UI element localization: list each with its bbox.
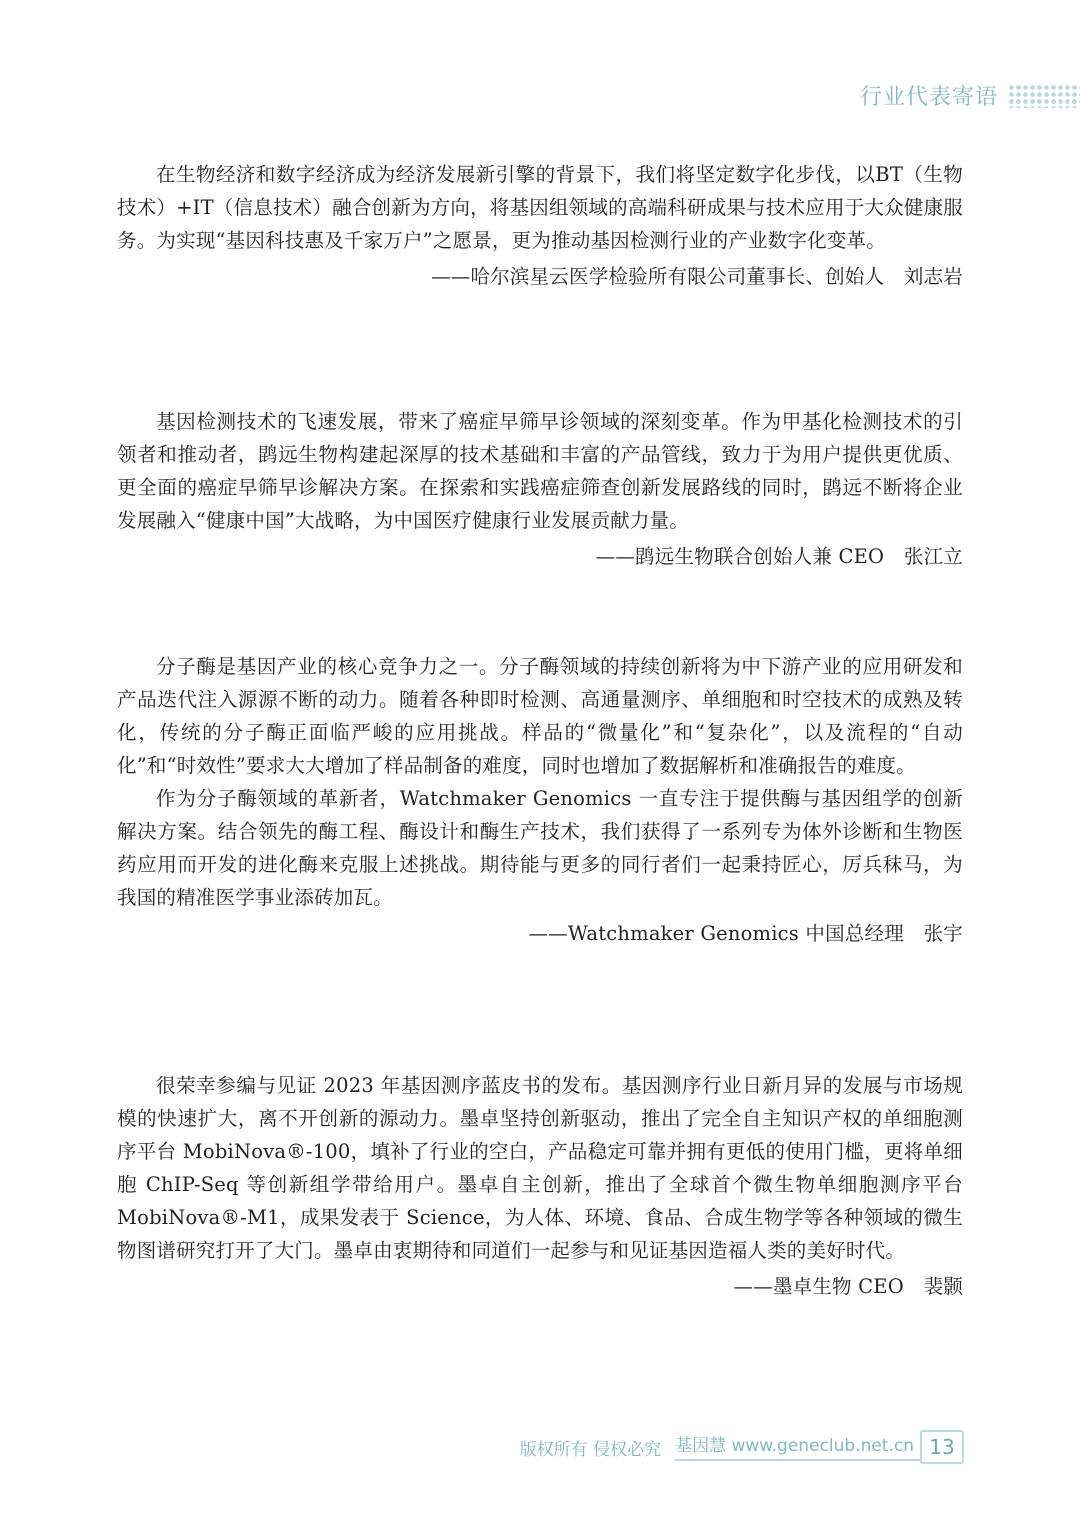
quote-block-4 xyxy=(117,1069,963,1303)
quote-paragraph: 作为分子酶领域的革新者，Watchmaker Genomics 一直专注于提供酶与基因组学的创新解决方案。结合领先的酶工程、酶设计和酶生产技术，我们获得了一系列专为体外诊断和生物医药应用而开发的进化酶来克服上述挑战。期待能与更多的同行者们一起秉持匠心，厉兵秣马，为我国的精准医学事业添砖加瓦。 xyxy=(117,787,963,909)
quote-block-2 xyxy=(117,405,963,573)
quote-block-3 xyxy=(117,650,963,950)
website-credit: 基因慧 www.geneclub.net.cn xyxy=(675,1433,920,1461)
quote-signature: ——哈尔滨星云医学检验所有限公司董事长、创始人 刘志岩 xyxy=(431,265,963,288)
quote-signature: ——Watchmaker Genomics 中国总经理 张宇 xyxy=(528,922,963,945)
quote-signature: ——鹍远生物联合创始人兼 CEO 张江立 xyxy=(595,545,963,568)
quote-paragraph: 分子酶是基因产业的核心竞争力之一。分子酶领域的持续创新将为中下游产业的应用研发和产品迭代注入源源不断的动力。随着各种即时检测、高通量测序、单细胞和时空技术的成熟及转化，传统的分子酶正面临严峻的应用挑战。样品的“微量化”和“复杂化”，以及流程的“自动化”和“时效性”要求大大增加了样品制备的难度，同时也增加了数据解析和准确报告的难度。 xyxy=(117,655,963,777)
quote-paragraph: 在生物经济和数字经济成为经济发展新引擎的背景下，我们将坚定数字化步伐，以BT（生物技术）+IT（信息技术）融合创新为方向，将基因组领域的高端科研成果与技术应用于大众健康服务。为实现“基因科技惠及千家万户”之愿景，更为推动基因检测行业的产业数字化变革。 xyxy=(117,163,963,252)
quote-paragraph: 很荣幸参编与见证 2023 年基因测序蓝皮书的发布。基因测序行业日新月异的发展与市场规模的快速扩大，离不开创新的源动力。墨卓坚持创新驱动，推出了完全自主知识产权的单细胞测序平台 MobiNova®-100，填补了行业的空白，产品稳定可靠并拥有更低的使用门槛，更将单细胞 ChIP-Seq 等创新组学带给用户。墨卓自主创新，推出了全球首个微生物单细胞测序平台 MobiNova®-M1，成果发表于 Science，为人体、环境、食品、合成生物学等各种领域的微生物图谱研究打开了大门。墨卓由衷期待和同道们一起参与和见证基因造福人类的美好时代。 xyxy=(117,1074,963,1262)
copyright-notice: 版权所有 侵权必究 xyxy=(519,1439,662,1460)
quote-signature: ——墨卓生物 CEO 裴颢 xyxy=(733,1275,963,1298)
quote-paragraph: 基因检测技术的飞速发展，带来了癌症早筛早诊领域的深刻变革。作为甲基化检测技术的引领者和推动者，鹍远生物构建起深厚的技术基础和丰富的产品管线，致力于为用户提供更优质、更全面的癌症早筛早诊解决方案。在探索和实践癌症筛查创新发展路线的同时，鹍远不断将企业发展融入“健康中国”大战略，为中国医疗健康行业发展贡献力量。 xyxy=(117,410,963,532)
dot-pattern-decoration xyxy=(1008,84,1080,108)
page-footer xyxy=(520,1430,964,1464)
page-header xyxy=(0,78,1080,116)
section-title: 行业代表寄语 xyxy=(859,85,998,110)
page-number: 13 xyxy=(920,1430,964,1464)
quote-block-1 xyxy=(117,158,963,293)
